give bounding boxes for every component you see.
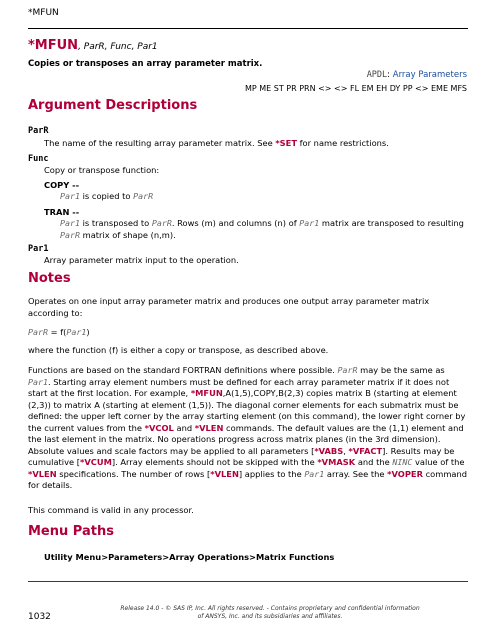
arg-parr-desc: [44, 138, 389, 150]
vabs-link[interactable]: *VABS: [314, 445, 344, 456]
vmask-link[interactable]: *VMASK: [317, 457, 356, 467]
footer-rule: [28, 581, 468, 582]
text-run: command for details.: [28, 468, 468, 490]
vcol-link[interactable]: *VCOL: [144, 422, 174, 433]
text-run: is copied to: [79, 191, 134, 201]
notes-paragraph-3: [28, 365, 468, 492]
text-run: ParR: [133, 191, 154, 201]
product-codes: MP ME ST PR PRN <> <> FL EM EH DY PP <> EME MFS: [244, 84, 467, 93]
text-run: and the: [355, 457, 393, 467]
arg-par1-desc: Array parameter matrix input to the operation.: [44, 255, 239, 265]
text-run: array. See the: [324, 468, 388, 479]
text-run: The name of the resulting array parameter matrix. See: [44, 138, 276, 148]
text-run: ParR: [337, 365, 358, 375]
text-run: Par1: [60, 218, 80, 228]
text-run: specifications. The number of rows [: [56, 468, 211, 479]
text-run: Par1: [299, 218, 320, 228]
text-run: Functions are based on the standard FORTRAN definitions where possible.: [28, 365, 338, 375]
vlen-link[interactable]: *VLEN: [28, 468, 57, 479]
copyright-notice: [110, 605, 430, 621]
text-run: ] applies to the: [238, 468, 305, 479]
apdl-label: APDL: [366, 70, 388, 80]
text-run: may be the same as: [357, 365, 445, 375]
text-run: . Rows (m) and columns (n) of: [171, 218, 300, 228]
text-run: ParR: [151, 218, 172, 228]
argument-descriptions-heading: Argument Descriptions: [28, 98, 198, 113]
vfact-link[interactable]: *VFACT: [348, 445, 383, 456]
text-run: is transposed to: [79, 218, 152, 228]
command-summary: Copies or transposes an array parameter matrix.: [28, 59, 263, 69]
text-run: matrix are transposed to resulting: [319, 218, 464, 228]
text-run: Par1: [60, 191, 80, 201]
text-run: value of the: [412, 457, 465, 467]
text-run: ,: [343, 445, 349, 456]
text-run: ,A(1,5),COPY,B(2,3) copies matrix B (starting at element (2,3)) to matrix A (starting at element (1,5)). The diagonal corner elements for each submatrix must be defined: the upper left corner by the array starting element (on this command), the lower right corner by the current values from the: [28, 388, 466, 433]
text-run: ]. Array elements should not be skipped with the: [111, 457, 318, 467]
voper-link[interactable]: *VOPER: [387, 468, 423, 479]
text-run: ParR: [28, 327, 48, 337]
text-run: = f(: [47, 327, 67, 337]
text-run: matrix of shape (n,m).: [79, 229, 176, 240]
text-run: and: [173, 422, 195, 433]
text-run: . Starting array element numbers must be defined for each array parameter matrix if it does not start at the first location. For example,: [28, 376, 450, 398]
notes-paragraph-1: Operates on one input array parameter matrix and produces one output array parameter matrix according to:: [28, 296, 430, 318]
text-run: ]. Results may be cumulative [: [28, 445, 455, 467]
func-tran-label: TRAN --: [44, 207, 80, 217]
notes-paragraph-2: where the function (f) is either a copy or transpose, as described above.: [28, 345, 329, 355]
func-copy-desc: [60, 191, 153, 203]
text-run: Par1: [304, 468, 325, 479]
apdl-sep: :: [387, 70, 393, 80]
menu-path: Utility Menu>Parameters>Array Operations>Matrix Functions: [44, 552, 335, 562]
text-run: for name restrictions.: [297, 138, 389, 148]
notes-heading: Notes: [28, 271, 71, 286]
text-run: NINC: [392, 457, 413, 467]
copyright-line: Release 14.0 - © SAS IP, Inc. All rights reserved. - Contains proprietary and confidential information: [120, 605, 420, 612]
arg-parr-term: ParR: [28, 126, 49, 136]
vlen-link[interactable]: *VLEN: [210, 468, 239, 479]
func-copy-label: COPY --: [44, 180, 80, 190]
text-run: Par1: [28, 376, 48, 387]
text-run: commands. The default values are the (1,1) element and the last element in the matrix. No operations progress across matrix planes (in the 3rd dimension). Absolute values and scale factors may be applied to all parameters [: [28, 422, 464, 456]
arg-func-desc: Copy or transpose function:: [44, 165, 160, 175]
mfun-link[interactable]: *MFUN: [190, 388, 223, 398]
notes-paragraph-4: This command is valid in any processor.: [28, 505, 194, 515]
array-parameters-link[interactable]: Array Parameters: [392, 70, 467, 80]
menu-paths-heading: Menu Paths: [28, 524, 114, 539]
page-number: 1032: [28, 612, 51, 622]
command-args: , ParR, Func, Par1: [78, 42, 158, 52]
func-tran-desc: [60, 218, 470, 241]
text-run: Par1: [66, 327, 87, 337]
notes-formula: [28, 327, 468, 339]
vcum-link[interactable]: *VCUM: [80, 457, 112, 467]
arg-par1-term: Par1: [28, 244, 49, 254]
header-rule: [28, 28, 468, 29]
command-name: *MFUN: [28, 38, 79, 53]
copyright-line: of ANSYS, Inc. and its subsidiaries and affiliates.: [197, 613, 343, 620]
vlen-link[interactable]: *VLEN: [194, 422, 224, 433]
running-header: *MFUN: [28, 8, 59, 18]
text-run: ): [86, 327, 90, 337]
text-run: ParR: [60, 229, 80, 240]
arg-func-term: Func: [28, 154, 49, 164]
page-title: [28, 38, 158, 53]
category-line: [367, 70, 467, 80]
set-link[interactable]: *SET: [275, 138, 297, 148]
